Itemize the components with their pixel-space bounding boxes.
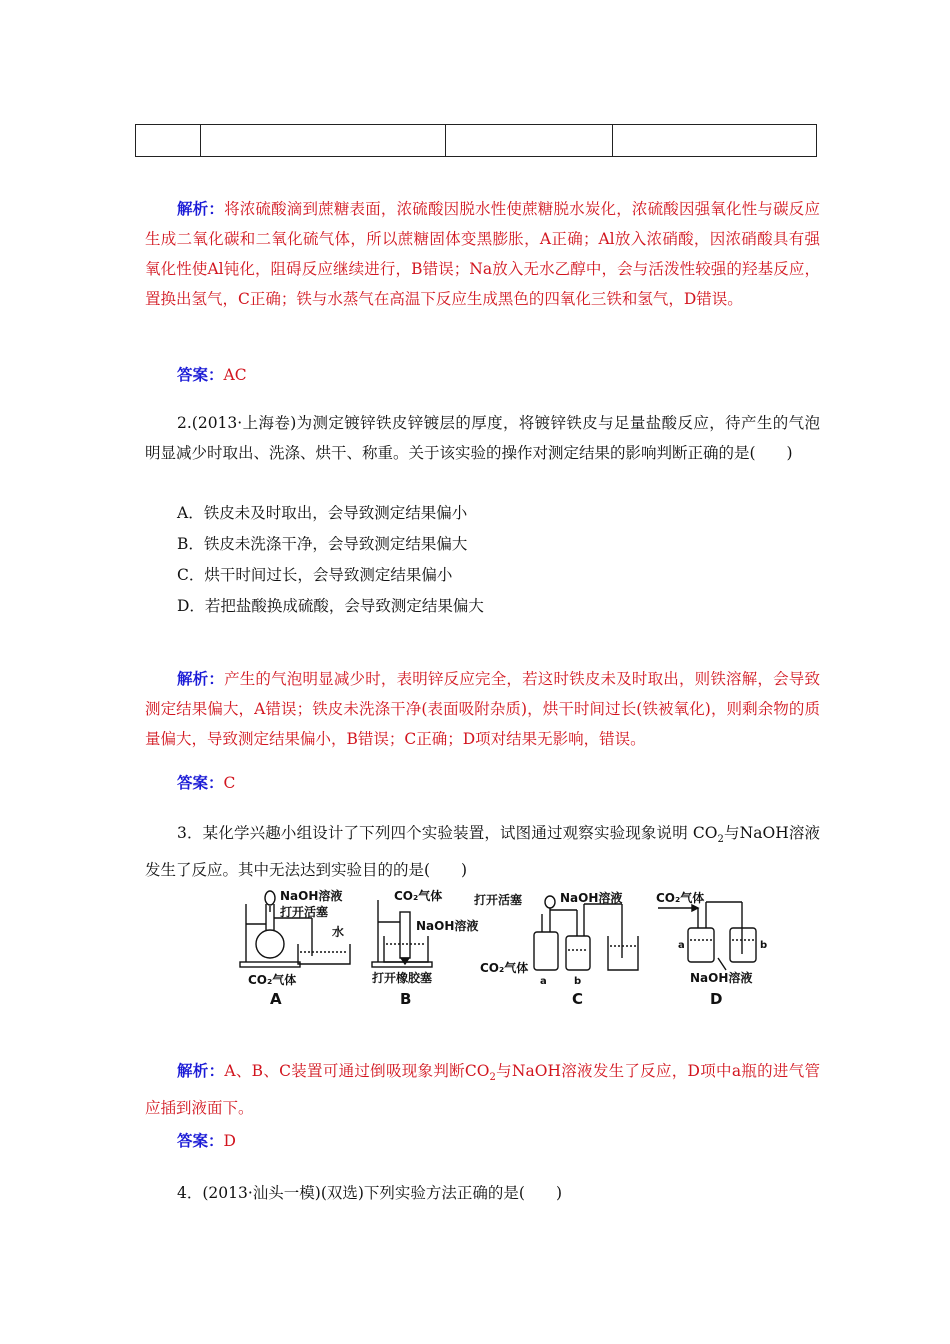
q3-answer	[145, 1126, 820, 1156]
b-stand-base	[372, 962, 432, 967]
q2-analysis-label: 解析：	[177, 669, 225, 688]
d-bottle-b	[730, 928, 756, 962]
b-tube	[400, 912, 410, 958]
q3-stem	[145, 818, 820, 885]
q1-answer-label: 答案：	[177, 365, 224, 384]
apparatus-figure	[232, 884, 772, 1012]
q3-analysis-text-a: A、B、C装置可通过倒吸现象判断CO	[224, 1062, 490, 1080]
d-caption: D	[710, 990, 723, 1008]
b-caption: B	[400, 990, 412, 1008]
c-b-label: b	[574, 976, 582, 987]
table-cell	[136, 125, 201, 157]
a-stand-base	[240, 962, 300, 967]
c-naoh-label: NaOH溶液	[560, 891, 623, 905]
c-bottle-b	[566, 936, 590, 970]
d-bottle-a	[688, 928, 714, 962]
q2-answer-value: C	[223, 774, 236, 792]
c-a-label: a	[540, 976, 547, 987]
q3-stem-text-a: 3．某化学兴趣小组设计了下列四个实验装置，试图通过观察实验现象说明 CO	[177, 824, 718, 842]
q3-analysis-text-b: 与NaOH溶液发生了反应，D项中a瓶的进气管应插到液面下。	[145, 1062, 821, 1118]
a-flask	[256, 930, 284, 958]
q1-analysis	[145, 194, 820, 314]
c-bottle-a	[534, 932, 558, 970]
b-co2-label: CO₂气体	[394, 889, 443, 903]
apparatus-diagram	[232, 884, 772, 1012]
a-water-label: 水	[332, 925, 345, 939]
q2-analysis	[145, 664, 820, 754]
q3-analysis	[145, 1056, 820, 1123]
q1-analysis-text: 将浓硫酸滴到蔗糖表面，浓硫酸因脱水性使蔗糖脱水炭化，浓硫酸因强氧化性与碳反应生成二氧化碳和二氧化硫气体，所以蔗糖固体变黑膨胀，A正确；Al放入浓硝酸，因浓硝酸具有强氧化性使Al钝化，阻碍反应继续进行，B错误；Na放入无水乙醇中，会与活泼性较强的羟基反应，置换出氢气，C正确；铁与水蒸气在高温下反应生成黑色的四氧化三铁和氢气，D错误。	[145, 200, 820, 308]
q4-stem: 4．(2013·汕头一模)(双选)下列实验方法正确的是( )	[177, 1184, 563, 1202]
q2-option-a: A．铁皮未及时取出，会导致测定结果偏小	[177, 504, 468, 522]
q3-analysis-label: 解析：	[177, 1061, 225, 1080]
c-open-label: 打开活塞	[474, 893, 523, 907]
c-co2-label: CO₂气体	[480, 961, 529, 975]
q3-stem-text-b: 与NaOH溶液发生了反应。其中无法达到实验目的的是( )	[145, 824, 821, 880]
a-naoh-label: NaOH溶液	[280, 889, 343, 903]
d-co2-label: CO₂气体	[656, 891, 705, 905]
b-open-label: 打开橡胶塞	[372, 971, 433, 985]
table-cell	[201, 125, 446, 157]
q1-answer	[145, 360, 820, 390]
table-cell	[446, 125, 613, 157]
table-row	[136, 125, 817, 157]
a-funnel	[265, 891, 275, 905]
a-caption: A	[270, 990, 282, 1008]
q2-option-c: C．烘干时间过长，会导致测定结果偏小	[177, 566, 453, 584]
q2-analysis-text: 产生的气泡明显减少时，表明锌反应完全，若这时铁皮未及时取出，则铁溶解，会导致测定结果偏大，A错误；铁皮未洗涤干净(表面吸附杂质)，烘干时间过长(铁被氧化)，则剩余物的质量偏大，导致测定结果偏小，B错误；C正确；D项对结果无影响，错误。	[145, 670, 820, 748]
c-funnel	[545, 896, 555, 908]
q2-answer-label: 答案：	[177, 773, 224, 792]
answer-table-fragment	[135, 124, 817, 157]
q2-answer	[145, 768, 820, 798]
c-beaker	[608, 936, 638, 970]
a-open-label: 打开活塞	[280, 905, 329, 919]
q3-stem-subscript: 2	[717, 834, 724, 846]
d-a-label: a	[678, 940, 685, 951]
d-naoh-label: NaOH溶液	[690, 971, 753, 985]
q1-analysis-label: 解析：	[177, 199, 225, 218]
q2-option-b: B．铁皮未洗涤干净，会导致测定结果偏大	[177, 535, 468, 553]
b-naoh-label: NaOH溶液	[416, 919, 479, 933]
d-b-label: b	[760, 940, 768, 951]
q3-analysis-subscript: 2	[489, 1072, 496, 1084]
a-co2-label: CO₂气体	[248, 973, 297, 987]
c-caption: C	[572, 990, 584, 1008]
a-trough	[298, 944, 350, 964]
q3-answer-value: D	[223, 1132, 236, 1150]
q1-answer-value: AC	[223, 366, 247, 384]
q2-stem: 2.(2013·上海卷)为测定镀锌铁皮锌镀层的厚度，将镀锌铁皮与足量盐酸反应，待产生的气泡明显减少时取出、洗涤、烘干、称重。关于该实验的操作对测定结果的影响判断正确的是( )	[145, 414, 820, 462]
table-cell	[613, 125, 817, 157]
q2-option-d: D．若把盐酸换成硫酸，会导致测定结果偏大	[177, 597, 484, 615]
q3-answer-label: 答案：	[177, 1131, 224, 1150]
